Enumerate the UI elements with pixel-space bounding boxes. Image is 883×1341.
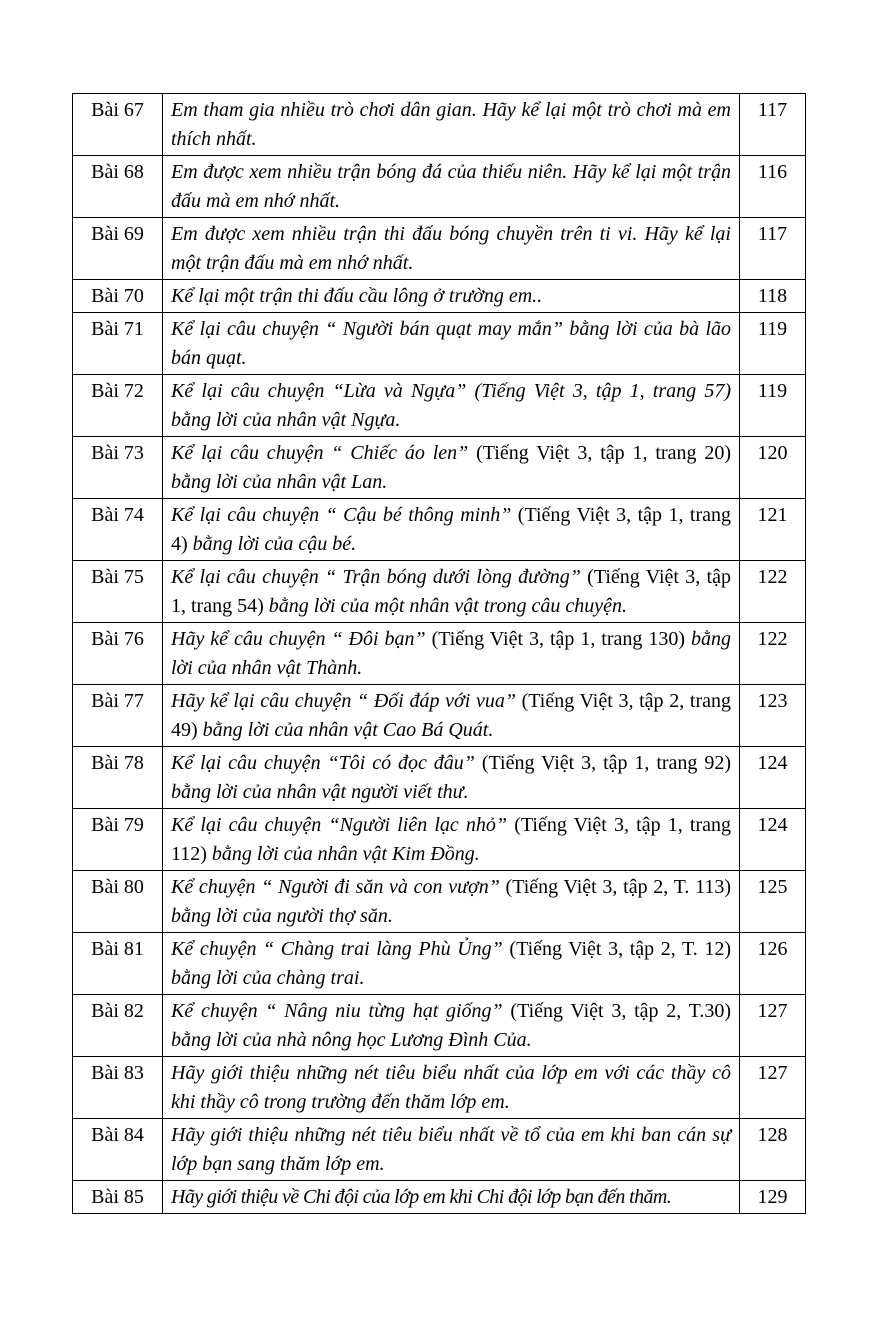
lesson-description xyxy=(163,313,740,375)
description-text: Hãy kể câu chuyện “ Đôi bạn” xyxy=(171,628,432,650)
lesson-number: Bài 68 xyxy=(73,156,163,218)
description-text: Kể lại câu chuyện “Lừa và Ngựa” (Tiếng Việt 3, tập 1, trang 57) bằng lời của nhân vật Ngựa. xyxy=(171,380,731,431)
page-number: 124 xyxy=(740,747,806,809)
description-text: Em được xem nhiều trận bóng đá của thiếu niên. Hãy kể lại một trận đấu mà em nhớ nhất. xyxy=(171,161,731,212)
page-number: 117 xyxy=(740,218,806,280)
lesson-number: Bài 81 xyxy=(73,933,163,995)
table-row xyxy=(73,218,806,280)
description-text: Kể lại câu chuyện “Người liên lạc nhỏ” xyxy=(171,814,515,836)
description-text: Hãy giới thiệu những nét tiêu biểu nhất của lớp em với các thầy cô khi thầy cô trong trường đến thăm lớp em. xyxy=(171,1062,731,1113)
lesson-description xyxy=(163,499,740,561)
table-row xyxy=(73,1119,806,1181)
description-text: Em tham gia nhiều trò chơi dân gian. Hãy kể lại một trò chơi mà em thích nhất. xyxy=(171,99,731,150)
table-row xyxy=(73,933,806,995)
lesson-description xyxy=(163,280,740,313)
table-row xyxy=(73,313,806,375)
description-text: Hãy kể lại câu chuyện “ Đối đáp với vua” xyxy=(171,690,522,712)
description-text: Hãy giới thiệu những nét tiêu biểu nhất về tổ của em khi ban cán sự lớp bạn sang thăm lớp em. xyxy=(171,1124,731,1175)
lesson-description xyxy=(163,218,740,280)
lesson-number: Bài 85 xyxy=(73,1181,163,1214)
table-row xyxy=(73,375,806,437)
table-row xyxy=(73,561,806,623)
lesson-description xyxy=(163,995,740,1057)
page-number: 124 xyxy=(740,809,806,871)
table-row xyxy=(73,871,806,933)
lesson-number: Bài 69 xyxy=(73,218,163,280)
lesson-index-body xyxy=(73,94,806,1214)
table-row xyxy=(73,685,806,747)
page-number: 119 xyxy=(740,313,806,375)
lesson-number: Bài 71 xyxy=(73,313,163,375)
lesson-number: Bài 73 xyxy=(73,437,163,499)
description-text: Kể lại một trận thi đấu cầu lông ở trường em.. xyxy=(171,285,543,307)
textbook-reference: (Tiếng Việt 3, tập 1, trang 20) xyxy=(476,442,732,464)
lesson-number: Bài 75 xyxy=(73,561,163,623)
page-number: 127 xyxy=(740,995,806,1057)
description-text-continued: bằng lời của người thợ săn. xyxy=(171,905,393,927)
lesson-description xyxy=(163,685,740,747)
description-text-continued: bằng lời của cậu bé. xyxy=(187,533,357,555)
page-number: 128 xyxy=(740,1119,806,1181)
table-row xyxy=(73,437,806,499)
lesson-number: Bài 70 xyxy=(73,280,163,313)
lesson-description xyxy=(163,871,740,933)
table-row xyxy=(73,94,806,156)
page-number: 116 xyxy=(740,156,806,218)
lesson-number: Bài 67 xyxy=(73,94,163,156)
page-number: 117 xyxy=(740,94,806,156)
lesson-number: Bài 78 xyxy=(73,747,163,809)
lesson-description xyxy=(163,561,740,623)
description-text: Kể chuyện “ Người đi săn và con vượn” xyxy=(171,876,506,898)
table-row xyxy=(73,499,806,561)
description-text: Kể lại câu chuyện “ Người bán quạt may mắn” bằng lời của bà lão bán quạt. xyxy=(171,318,731,369)
lesson-number: Bài 82 xyxy=(73,995,163,1057)
lesson-description xyxy=(163,94,740,156)
description-text-continued: bằng lời của nhân vật Lan. xyxy=(171,471,388,493)
textbook-reference: (Tiếng Việt 3, tập 1, trang 130) xyxy=(431,628,686,650)
table-row xyxy=(73,995,806,1057)
lesson-number: Bài 76 xyxy=(73,623,163,685)
table-row xyxy=(73,623,806,685)
page-number: 121 xyxy=(740,499,806,561)
page-number: 122 xyxy=(740,561,806,623)
textbook-reference: (Tiếng Việt 3, tập 1, trang 92) xyxy=(481,752,731,774)
page-number: 125 xyxy=(740,871,806,933)
description-text-continued: bằng lời của nhân vật Cao Bá Quát. xyxy=(197,719,494,741)
lesson-description xyxy=(163,156,740,218)
lesson-number: Bài 84 xyxy=(73,1119,163,1181)
table-row xyxy=(73,1181,806,1214)
page-number: 123 xyxy=(740,685,806,747)
description-text: Kể lại câu chuyện “Tôi có đọc đâu” xyxy=(171,752,482,774)
table-row xyxy=(73,280,806,313)
page-number: 127 xyxy=(740,1057,806,1119)
lesson-number: Bài 83 xyxy=(73,1057,163,1119)
textbook-reference: (Tiếng Việt 3, tập 2, trang 49) xyxy=(171,690,731,741)
description-text: Em được xem nhiều trận thi đấu bóng chuyền trên ti vi. Hãy kể lại một trận đấu mà em nhớ nhất. xyxy=(171,223,731,274)
description-text: Kể chuyện “ Chàng trai làng Phù Ủng” xyxy=(171,938,510,960)
lesson-number: Bài 80 xyxy=(73,871,163,933)
table-row xyxy=(73,156,806,218)
lesson-description xyxy=(163,1057,740,1119)
lesson-description xyxy=(163,747,740,809)
page-number: 126 xyxy=(740,933,806,995)
description-text-continued: bằng lời của nhà nông học Lương Đình Của. xyxy=(171,1029,532,1051)
page-number: 120 xyxy=(740,437,806,499)
lesson-index-table xyxy=(72,93,806,1214)
textbook-reference: (Tiếng Việt 3, tập 1, trang 54) xyxy=(171,566,731,617)
page-number: 129 xyxy=(740,1181,806,1214)
lesson-description xyxy=(163,375,740,437)
description-text: Kể chuyện “ Nâng niu từng hạt giống” xyxy=(171,1000,511,1022)
table-row xyxy=(73,809,806,871)
textbook-reference: (Tiếng Việt 3, tập 1, trang 112) xyxy=(171,814,731,865)
lesson-number: Bài 72 xyxy=(73,375,163,437)
page-number: 118 xyxy=(740,280,806,313)
page-number: 119 xyxy=(740,375,806,437)
description-text-continued: bằng lời của nhân vật Kim Đồng. xyxy=(206,843,480,865)
description-text-continued: bằng lời của nhân vật Thành. xyxy=(171,628,731,679)
lesson-description xyxy=(163,1119,740,1181)
description-text-continued: bằng lời của một nhân vật trong câu chuyện. xyxy=(263,595,627,617)
description-text: Kể lại câu chuyện “ Cậu bé thông minh” xyxy=(171,504,518,526)
lesson-description xyxy=(163,1181,740,1214)
lesson-description xyxy=(163,933,740,995)
table-row xyxy=(73,747,806,809)
textbook-reference: (Tiếng Việt 3, tập 2, T. 12) xyxy=(509,938,731,960)
textbook-reference: (Tiếng Việt 3, tập 2, T.30) xyxy=(510,1000,731,1022)
description-text: Kể lại câu chuyện “ Chiếc áo len” xyxy=(171,442,477,464)
lesson-number: Bài 74 xyxy=(73,499,163,561)
lesson-description xyxy=(163,437,740,499)
textbook-reference: (Tiếng Việt 3, tập 2, T. 113) xyxy=(505,876,732,898)
description-text: Kể lại câu chuyện “ Trận bóng dưới lòng đường” xyxy=(171,566,588,588)
textbook-reference: (Tiếng Việt 3, tập 1, trang 4) xyxy=(171,504,731,555)
description-text-continued: bằng lời của nhân vật người viết thư. xyxy=(171,781,469,803)
page-number: 122 xyxy=(740,623,806,685)
lesson-description xyxy=(163,623,740,685)
table-row xyxy=(73,1057,806,1119)
lesson-number: Bài 77 xyxy=(73,685,163,747)
description-text-continued: bằng lời của chàng trai. xyxy=(171,967,365,989)
description-text: Hãy giới thiệu về Chi đội của lớp em khi Chi đội lớp bạn đến thăm. xyxy=(171,1186,672,1208)
lesson-number: Bài 79 xyxy=(73,809,163,871)
lesson-description xyxy=(163,809,740,871)
